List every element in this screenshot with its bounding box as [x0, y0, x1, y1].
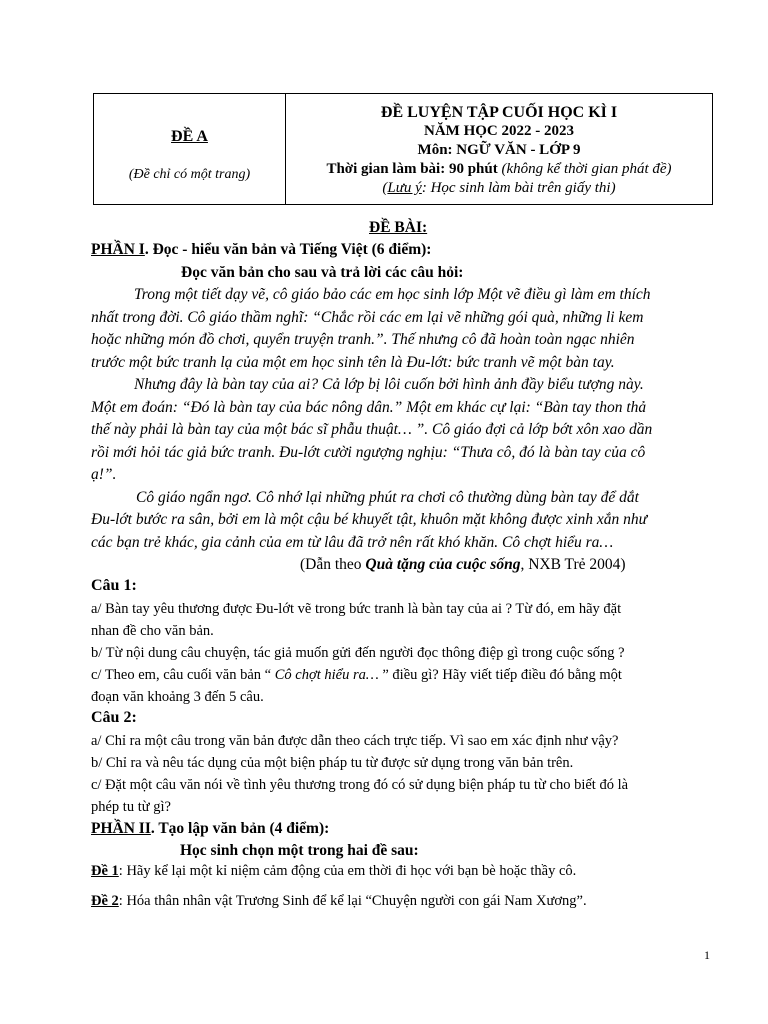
- passage-line: các bạn trẻ khác, gia cảnh của em từ lâu đã trở nên rất khó khăn. Cô chợt hiểu ra…: [91, 534, 614, 551]
- notice-text: : Học sinh làm bài trên giấy thi): [421, 180, 616, 196]
- question1-a-line2: nhan đề cho văn bản.: [91, 623, 214, 639]
- question1-label: Câu 1:: [91, 577, 137, 594]
- passage-line: Trong một tiết dạy vẽ, cô giáo bảo các em học sinh lớp Một vẽ điều gì làm em thích: [134, 286, 651, 303]
- notice-line: [286, 180, 712, 197]
- passage-line: Nhưng đây là bàn tay của ai? Cả lớp bị lôi cuốn bởi hình ảnh đầy biểu tượng này.: [134, 376, 644, 393]
- subject-line: Môn: NGỮ VĂN - LỚP 9: [417, 142, 581, 158]
- topic2: [91, 893, 587, 910]
- source-book: Quà tặng của cuộc sống: [365, 556, 521, 573]
- part2-title: . Tạo lập văn bản (4 điểm):: [150, 820, 330, 837]
- exam-title: ĐỀ LUYỆN TẬP CUỐI HỌC KÌ I: [380, 104, 618, 121]
- topic1: [91, 863, 576, 880]
- header-left-cell: [94, 94, 286, 204]
- passage-line: Đu-lớt bước ra sân, bởi em là một cậu bé khuyết tật, khuôn mặt không được xinh xắn như: [91, 511, 648, 528]
- question1-a-line1: a/ Bàn tay yêu thương được Đu-lớt vẽ trong bức tranh là bàn tay của ai ? Từ đó, em hãy đặt: [91, 601, 622, 617]
- topic2-label: Đề 2: [91, 893, 119, 909]
- topic1-label: Đề 1: [91, 863, 119, 879]
- question2-a: a/ Chỉ ra một câu trong văn bản được dẫn theo cách trực tiếp. Vì sao em xác định như vậy?: [91, 733, 619, 749]
- part2-heading: [91, 820, 329, 838]
- notice-label: Lưu ý: [387, 180, 422, 196]
- passage-line: ạ!”.: [91, 466, 117, 483]
- header-table: [93, 93, 713, 205]
- passage-line: hoặc những món đồ chơi, quyển truyện tranh.”. Thế nhưng cô đã hoàn toàn ngạc nhiên: [91, 331, 635, 348]
- question1-b: b/ Từ nội dung câu chuyện, tác giả muốn gửi đến người đọc thông điệp gì trong cuộc sống ?: [91, 645, 625, 661]
- notice-open: (: [382, 180, 388, 196]
- passage-line: rồi mới hỏi tác giả bức tranh. Đu-lớt cười ngượng nghịu: “Thưa cô, đó là bàn tay của cô: [91, 444, 646, 461]
- page-number: 1: [704, 948, 710, 962]
- time-note: (không kể thời gian phát đề): [501, 161, 672, 177]
- source-suffix: , NXB Trẻ 2004): [520, 556, 626, 573]
- part1-title: . Đọc - hiểu văn bản và Tiếng Việt (6 điểm):: [144, 241, 432, 258]
- q1c-quote: Cô chợt hiểu ra…: [271, 667, 383, 683]
- passage-line: nhất trong đời. Cô giáo thầm nghĩ: “Chắc rồi các em lại vẽ những gói quà, những li kem: [91, 309, 644, 326]
- question1-c-line2: đoạn văn khoảng 3 đến 5 câu.: [91, 689, 264, 705]
- part1-instruction: Đọc văn bản cho sau và trả lời các câu hỏi:: [181, 264, 464, 281]
- part1-heading: [91, 241, 431, 259]
- part2-label: PHẦN II: [91, 820, 151, 837]
- question2-b: b/ Chỉ ra và nêu tác dụng của một biện pháp tu từ được sử dụng trong văn bản trên.: [91, 755, 574, 771]
- question1-c-line1: [91, 667, 622, 684]
- time-label: Thời gian làm bài: 90 phút: [326, 161, 498, 177]
- passage-line: Cô giáo ngẩn ngơ. Cô nhớ lại những phút ra chơi cô thường dùng bàn tay để dắt: [136, 489, 639, 506]
- part2-instruction: Học sinh chọn một trong hai đề sau:: [180, 842, 419, 859]
- topic1-text: : Hãy kể lại một kỉ niệm cảm động của em thời đi học với bạn bè hoặc thầy cô.: [118, 863, 577, 879]
- exam-heading: ĐỀ BÀI:: [369, 219, 428, 236]
- passage-line: Một em đoán: “Đó là bàn tay của bác nông dân.” Một em khác cự lại: “Bàn tay thon thả: [91, 399, 647, 416]
- passage-line: thế này phải là bàn tay của một bác sĩ phẫu thuật… ”. Cô giáo đợi cả lớp bớt xôn xao dần: [91, 421, 653, 438]
- passage-line: trước một bức tranh lạ của một em học sinh tên là Đu-lớt: bức tranh vẽ một bàn tay.: [91, 354, 615, 371]
- page-count-note: (Đề chỉ có một trang): [128, 167, 251, 182]
- source-prefix: (Dẫn theo: [300, 556, 366, 573]
- part1-label: PHẦN I: [91, 241, 145, 258]
- question2-c-line2: phép tu từ gì?: [91, 799, 171, 815]
- time-line: [286, 161, 712, 178]
- header-right-cell: [286, 94, 712, 204]
- q1c-pre: c/ Theo em, câu cuối văn bản “: [91, 667, 272, 683]
- question2-label: Câu 2:: [91, 709, 137, 726]
- school-year: NĂM HỌC 2022 - 2023: [424, 123, 574, 139]
- q1c-post: ” điều gì? Hãy viết tiếp điều đó bằng một: [382, 667, 622, 683]
- exam-code: ĐỀ A: [171, 128, 208, 145]
- source-citation: [300, 556, 626, 574]
- question2-c-line1: c/ Đặt một câu văn nói về tình yêu thương trong đó có sử dụng biện pháp tu từ cho biết đó là: [91, 777, 629, 793]
- topic2-text: : Hóa thân nhân vật Trương Sinh để kể lại “Chuyện người con gái Nam Xương”.: [118, 893, 587, 909]
